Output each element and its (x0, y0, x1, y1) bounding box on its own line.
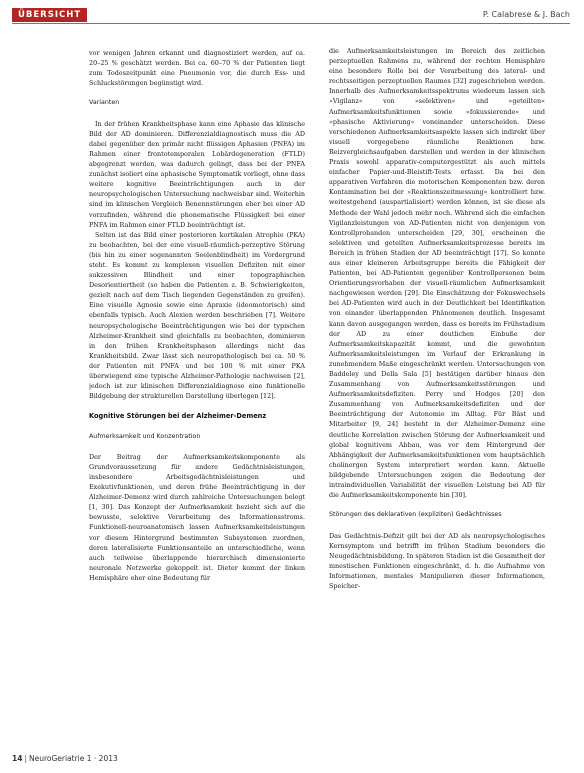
subheading-aufmerksamkeit: Aufmerksamkeit und Konzentration (89, 432, 201, 440)
paragraph: vor wenigen Jahren erkannt und diagnostiziert werden, auf ca. 20–25 % geschätzt werden. Bei ca. 60–70 % der Patienten liegt zum Todeszeitpunkt eine Pneumonie vor, die durch Ess- und Schluckstörungen begünstigt wird. (89, 49, 305, 88)
page-number: 14 (12, 754, 23, 763)
footer-separator: | (24, 754, 27, 763)
page-header (0, 8, 584, 24)
subheading-deklaratives-gedaechtnis: Störungen des deklarativen (expliziten) Gedächtnisses (329, 511, 502, 519)
paragraph: In der frühen Krankheitsphase kann eine Aphasie das klinische Bild der AD dominieren. Differenzialdiagnostisch muss die AD dabei gegenüber den primär nicht flüssigen Aphasien (PNFA) im Rahmen einer frontotemporalen Lobärdegeneration (FTLD) abgegrenzt werden, was dadurch gelingt, dass bei der PNFA zunächst isoliert eine aphasische Symptomatik vorliegt, ohne dass weitere kognitive Beeinträchtigungen auch in der neuropsychologischen Untersuchung nachweisbar sind. Weiterhin sind im klinischen Vergleich Benennstörungen eher bei einer AD vorzufinden, während die phonematische Flüssigkeit bei einer PNFA im Rahmen einer FTLD beeinträchtigt ist. (89, 119, 305, 229)
page-footer (12, 754, 118, 764)
left-column (89, 48, 305, 748)
section-label: ÜBERSICHT (12, 8, 87, 22)
paragraph: Das Gedächtnis-Defizit gilt bei der AD als neuropsychologisches Kernsymptom und betrifft im frühen Stadium besonders die Neugedächtnisbildung. In späteren Stadien ist die Gesamtheit der mnestischen Funktionen eingeschränkt, d. h. die Aufnahme von Informationen, mentales Manipulieren dieser Informationen, Speicher- (329, 531, 545, 590)
paragraph: die Aufmerksamkeitsleistungen im Bereich des zeitlichen perzeptuellen Rahmens zu, während der rechten Hemisphäre eine besondere Rolle bei der Verarbeitung des lateral- und rechtsseitigen perzeptuellen Raumes [32] zugeschrieben werden. Innerhalb des Aufmerksamkeitsspektrums wiederum lassen sich »Vigilanz« von »selektiven« und »geteilten« Aufmerksamkeitsfunktionen sowie »fokussierende« und »phasische Aktivierung« voneinander unterscheiden. Diese verschiedenen Aufmerksamkeitsaspekte lassen sich indirekt über visuell vorgegebene räumliche Reaktionen bzw. Reizvergleichsaufgaben darstellen und werden in der klinischen Praxis sowohl apparativ-computergestützt als auch mittels einfacher Papier-und-Bleistift-Tests erfasst. Da bei den apparativen Verfahren die motorischen Komponenten bzw. deren Kontamination bei der »Reaktionszeitmessung« kontrolliert bzw. weitestgehend (auspartialisiert) werden können, ist sie diese als Methode der Wahl jedoch mehr noch. Während sich die einfachen Vigilanzleistungen von AD-Patienten nicht von denjenigen von Kontrollprobanden unterscheiden [29, 30], erscheinen die selektiven und geteilten Aufmerksamkeitsprozesse bereits im Bereich in frühen Stadien der AD beeinträchtigt [17]. So konnte aus einer kleineren Arbeitsgruppe bereits die Fähigkeit der Patienten, bei AD-Patienten gegenüber Kontrollpersonen beim Orientierungsvorhaben der visuell-räumlichen Aufmerksamkeit nachgewiesen werden [29]. Die Einschätzung der Fokuswechsels bei AD-Patienten wird auch in der Deutlichkeit bei Identifikation von einander überlappenden Phänomenen deutlich. Insgesamt kann davon ausgegangen werden, dass es bereits im Frühstadium der AD zu einer deutlichen Einbuße der Aufmerksamkeitskapazität kommt, und die gewohnten Aufmerksamkeitsleistungen im Verlauf der Erkrankung in zunehmendem Maße eingeschränkt werden. Untersuchungen von Baddeley und Della Sala [5] bestätigen darüber hinaus den Zusammenhang von Aufmerksamkeitsstörungen und Aufmerksamkeitsdefiziten. Perry und Hodges [20] den Zusammenhang von Aufmerksamkeitsdefiziten und der Beeinträchtigung der Autonomie im Alltag. Für Bäst und Mitarbeiter [9, 24] besteht in der Alzheimer-Demenz eine deutliche Korrelation zwischen Störung der Aufmerksamkeit und global kognitivem Abbau, was vor dem Hintergrund der Abhängigkeit der Aufmerksamkeitsfunktionen vom hauptsächlich cholinergen System interpretiert werden kann. Aktuelle bildgebende Untersuchungen zeigen die Bedeutung der intraindividuellen Variabilität der visuellen Leistung bei AD für die Aufmerksamkeitskomponente hin [30]. (329, 47, 545, 500)
running-head-authors: P. Calabrese & J. Bach (482, 10, 570, 19)
right-column (329, 46, 545, 746)
header-rule (12, 23, 570, 24)
paragraph: Der Beitrag der Aufmerksamkeitskomponente als Grundvoraussetzung für andere Gedächtnisleistungen, insbesondere Arbeitsgedächtnisleistungen und Exekutivfunktionen, und deren frühe Beeinträchtigung in der Alzheimer-Demenz wird durch zahlreiche Untersuchungen belegt [1, 30]. Das Konzept der Aufmerksamkeit bezieht sich auf die bewusste, selektive Verarbeitung des Informationsstroms. Funktionell-neuroanatomisch lassen Aufmerksamkeitsleistungen vor diesem Hintergrund bestimmten Subsystemen zuordnen, deren lateralisierte Funktionsanteile an unterschiedliche, wenn auch teilweise überlappende hierarchisch dimensionierte neuronale Netzwerke gekoppelt ist. Dieter kommt der linken Hemisphäre eher eine Bedeutung für (89, 452, 305, 582)
journal-issue: NeuroGeriatrie 1 · 2013 (28, 754, 118, 763)
paragraph: Selten ist das Bild einer posterioren kortikalen Atrophie (PKA) zu beobachten, bei der eine visuell-räumlich-perzeptive Störung (bis hin zu einer sogenannten Seelenblindheit) im Vordergrund steht. Es kommt zu komplexen visuellen Defiziten mit einer sukzessiven Blindheit und einer topographischen Desorientiertheit (so haben die Patienten z. B. Schwierigkeiten, gezielt nach auf dem Tisch liegenden Gegenständen zu greifen). Eine visuelle Agnosie sowie eine Apraxie (ideomotorisch) sind ebenfalls typisch. Auch Alexien werden beschrieben [7]. Weitere neuropsychologische Beeinträchtigungen wie bei der typischen Alzheimer-Krankheit sind gleichfalls zu beobachten, dominieren in den frühen Krankheitsphasen allerdings nicht das Krankheitsbild. Zwar lässt sich neuropathologisch bei ca. 50 % der Patienten mit PNFA und bei 100 % mit einer PKA überwiegend eine typische Alzheimer-Pathologie nachweisen [2], jedoch ist zur klinischen Differenzialdiagnose eine funktionelle Bildgebung der strukturellen Darstellung überlegen [12]. (89, 230, 305, 401)
section-heading-kognitive-stoerungen: Kognitive Störungen bei der Alzheimer-Demenz (89, 412, 267, 421)
subheading-varianten: Varianten (89, 99, 120, 107)
